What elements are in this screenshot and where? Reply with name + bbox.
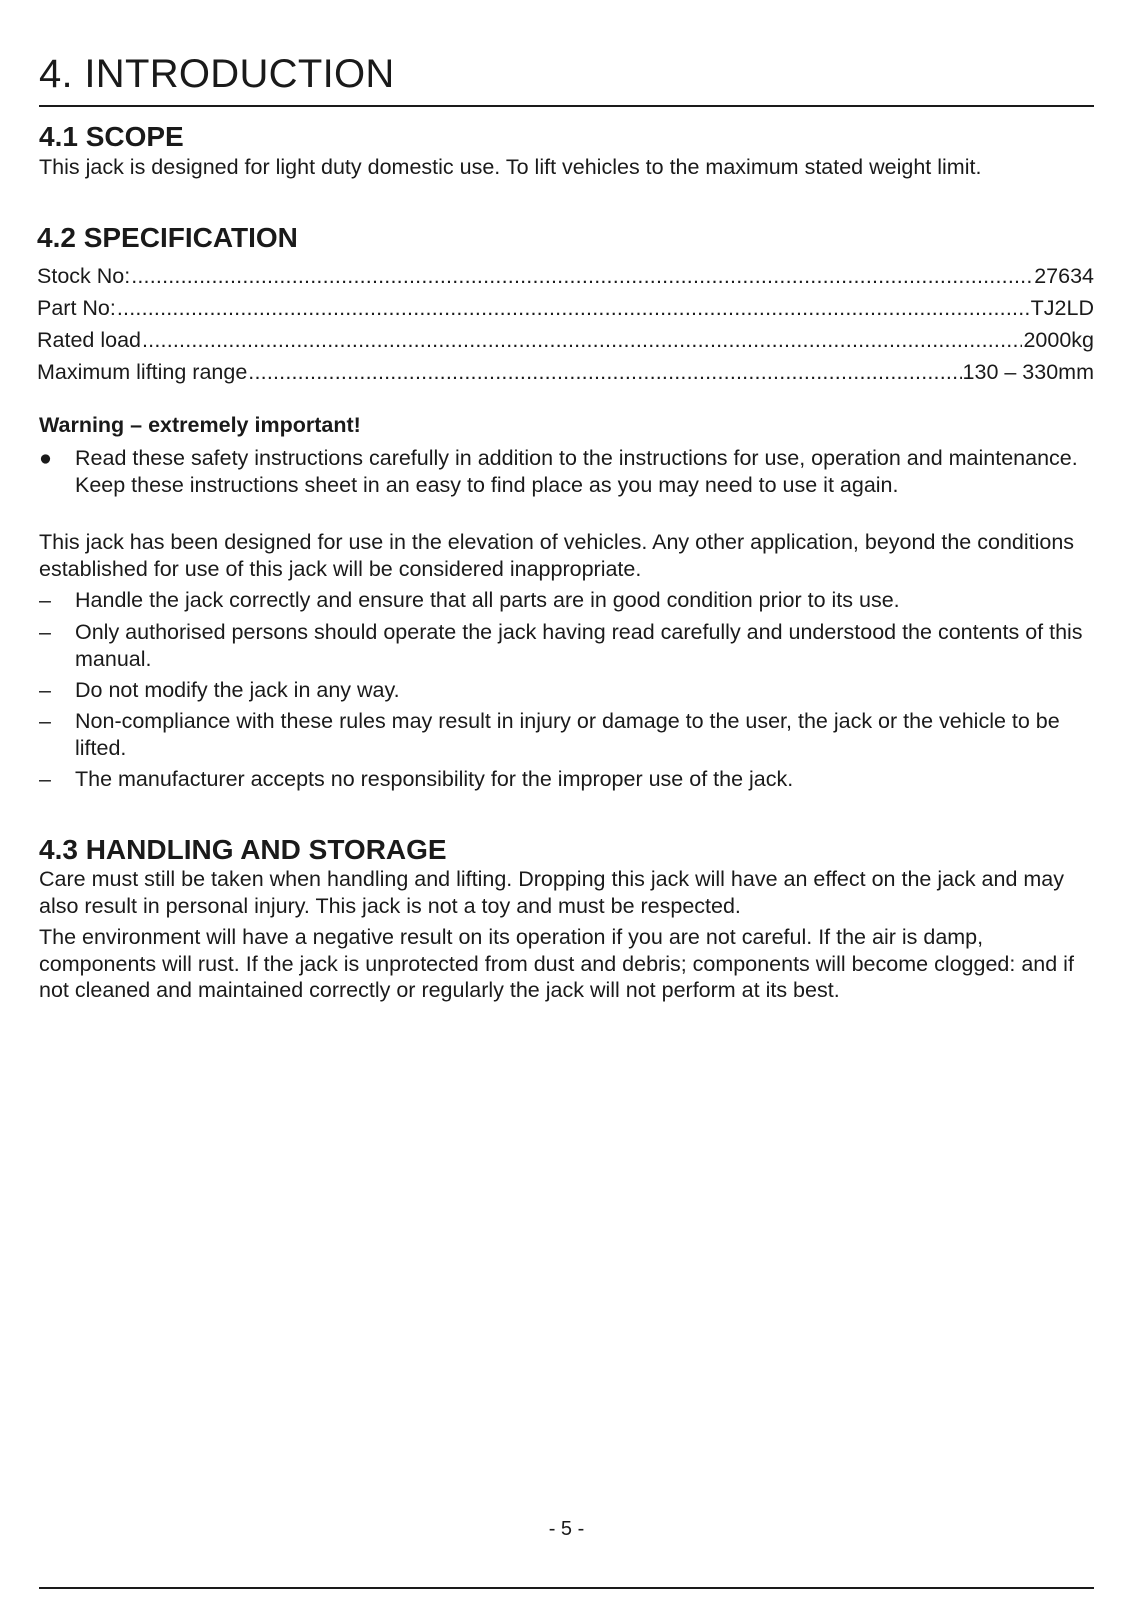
spec-label: Part No:	[37, 296, 116, 320]
spec-value: 27634	[1034, 264, 1094, 288]
spec-value: TJ2LD	[1030, 296, 1094, 320]
dash-icon: –	[39, 709, 51, 733]
list-item-text: Only authorised persons should operate the jack having read carefully and understood the contents of this manual.	[75, 620, 1083, 671]
spec-label: Maximum lifting range	[37, 360, 248, 384]
page-title: 4. INTRODUCTION	[39, 52, 395, 96]
spec-value: 130 – 330mm	[962, 360, 1094, 384]
dash-icon: –	[39, 767, 51, 791]
list-item-text: The manufacturer accepts no responsibility for the improper use of the jack.	[75, 767, 794, 791]
leader-dots	[142, 324, 1022, 356]
warning-intro: This jack has been designed for use in the elevation of vehicles. Any other application, beyond the conditions established for use of this jack will be considered inappropriate.	[39, 530, 1075, 581]
list-item	[39, 766, 1094, 793]
spec-row-part-no	[37, 292, 1094, 324]
specification-heading: 4.2 SPECIFICATION	[37, 222, 298, 253]
title-divider	[39, 105, 1094, 107]
leader-dots	[131, 260, 1033, 292]
warning-bullet-text: Read these safety instructions carefully in addition to the instructions for use, operation and maintenance. Keep these instructions sheet in an easy to find place as you may need to use it again.	[75, 446, 1078, 497]
list-item-text: Do not modify the jack in any way.	[75, 678, 400, 702]
bullet-icon: ●	[39, 446, 52, 470]
spec-row-rated-load	[37, 324, 1094, 356]
dash-icon: –	[39, 678, 51, 702]
leader-dots	[248, 356, 961, 388]
warning-bullet	[39, 445, 1094, 498]
spec-value: 2000kg	[1023, 328, 1094, 352]
spec-label: Rated load	[37, 328, 141, 352]
list-item-text: Handle the jack correctly and ensure that all parts are in good condition prior to its use.	[75, 588, 900, 612]
list-item	[39, 587, 1094, 614]
page-number: - 5 -	[548, 1518, 585, 1540]
spec-row-stock-no	[37, 260, 1094, 292]
dash-icon: –	[39, 620, 51, 644]
list-item	[39, 619, 1094, 672]
list-item	[39, 677, 1094, 704]
scope-text: This jack is designed for light duty domestic use. To lift vehicles to the maximum stated weight limit.	[39, 155, 982, 179]
list-item-text: Non-compliance with these rules may result in injury or damage to the user, the jack or the vehicle to be lifted.	[75, 709, 1060, 760]
warning-title: Warning – extremely important!	[39, 413, 361, 437]
spec-label: Stock No:	[37, 264, 131, 288]
handling-heading: 4.3 HANDLING AND STORAGE	[39, 834, 447, 865]
leader-dots	[117, 292, 1030, 324]
footer-divider	[39, 1587, 1094, 1589]
handling-paragraph: Care must still be taken when handling and lifting. Dropping this jack will have an effect on the jack and may also result in personal injury. This jack is not a toy and must be respected.	[39, 867, 1065, 918]
list-item	[39, 708, 1094, 761]
dash-icon: –	[39, 588, 51, 612]
spec-row-lifting-range	[37, 356, 1094, 388]
handling-paragraph: The environment will have a negative result on its operation if you are not careful. If the air is damp, components will rust. If the jack is unprotected from dust and debris; components will become clogged: and if not cleaned and maintained correctly or regularly the jack will not perform at its best.	[39, 925, 1074, 1002]
scope-heading: 4.1 SCOPE	[39, 121, 184, 152]
specification-table	[37, 260, 1094, 388]
